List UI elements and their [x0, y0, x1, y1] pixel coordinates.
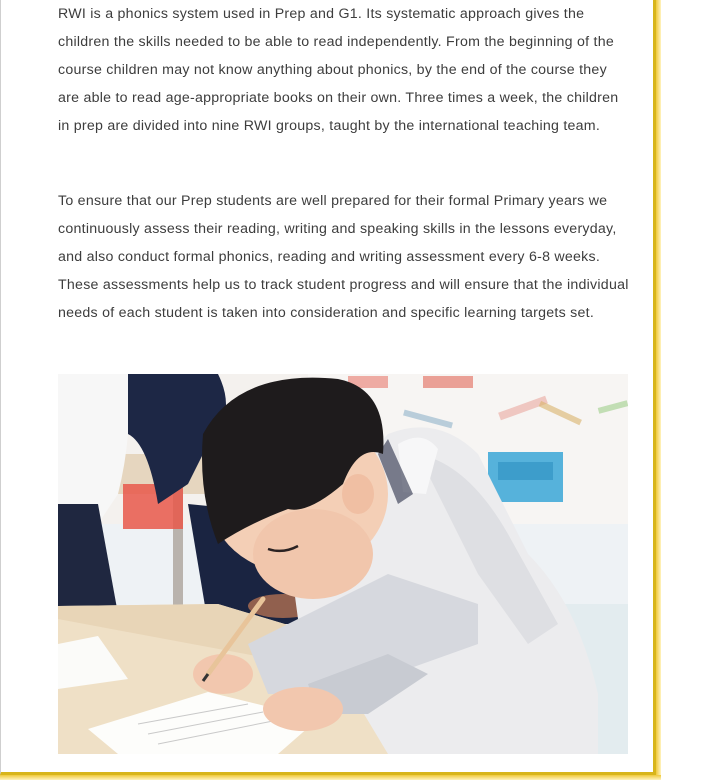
frame-right-border [656, 0, 661, 780]
student-writing-photo [58, 374, 628, 754]
paragraph-assessment: To ensure that our Prep students are well prepared for their formal Primary years we continuously assess their reading, writing and speaking skills in the lessons everyday, and also conduct formal phonics, reading and writing assessment every 6-8 weeks. These assessments help us to track student progress and will ensure that the individual needs of each student is taken into consideration and specific learning targets set. [58, 193, 629, 321]
photo-boy-writing-icon [58, 374, 628, 754]
frame-bottom-border [0, 775, 661, 780]
paragraph-rwi-intro: RWI is a phonics system used in Prep and G1. Its systematic approach gives the children the skills needed to be able to read independently. From the beginning of the course children may not know anything about phonics, by the end of the course they are able to read age-appropriate books on their own. Three times a week, the children in prep are divided into nine RWI groups, taught by the international teaching team. [58, 6, 619, 134]
